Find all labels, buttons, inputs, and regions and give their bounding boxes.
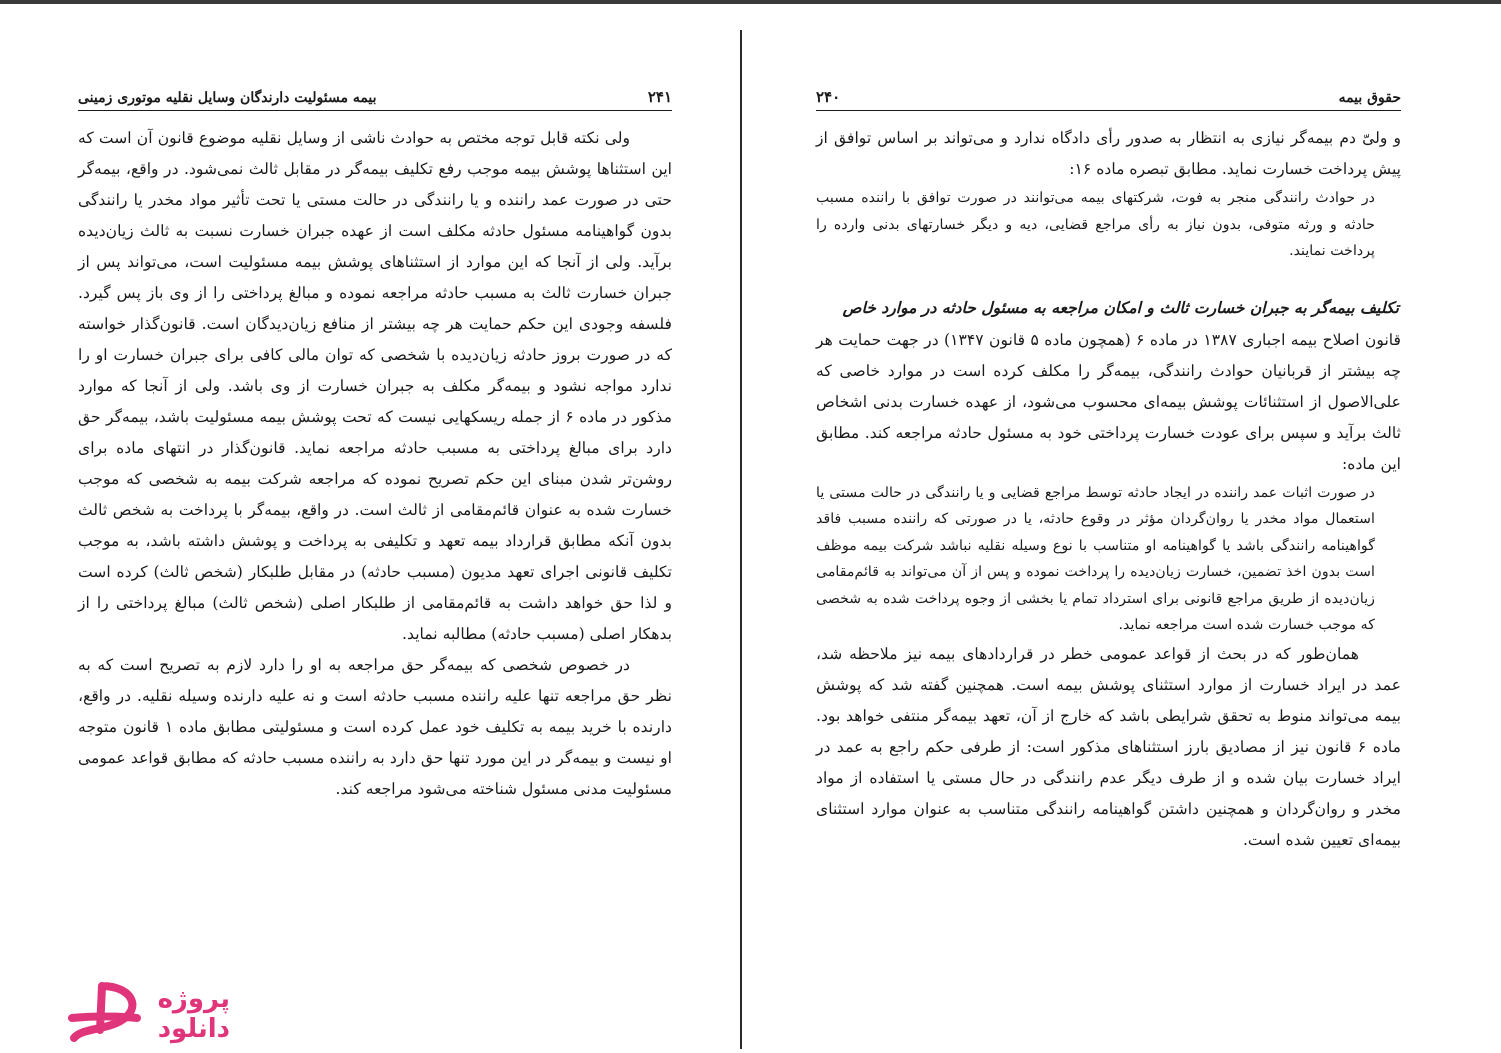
watermark-line-1: پروژه (157, 984, 230, 1014)
quoted-law-text: در حوادث رانندگی منجر به فوت، شرکتهای بیمه می‌توانند در صورت توافق با راننده مسبب حادثه و ورثه متوفی، بدون نیاز به رأی مراجع قضایی، دیه و دیگر خسارتهای بدنی وارده را پرداخت نمایند. (816, 190, 1375, 259)
page-number: ۲۴۰ (816, 88, 841, 106)
page-number: ۲۴۱ (647, 88, 672, 106)
paragraph: ولی نکته قابل توجه مختص به حوادث ناشی از وسایل نقلیه موضوع قانون آن است که این استثناها پوشش بیمه موجب رفع تکلیف بیمه‌گر در مقابل ثالث نمی‌شود. در واقع، بیمه‌گر حتی در صورت عمد راننده و یا رانندگی در حالت مستی یا تحت تأثیر مواد مخدر یا رانندگی بدون گواهینامه مسئول حادثه مکلف است از عهده جبران خسارت نسبت به ثالث زیان‌دیده برآید. ولی از آنجا که این موارد از استثناهای پوشش بیمه مسئولیت است، می‌تواند پس از جبران خسارت ثالث به مسبب حادثه مراجعه نموده و مبالغ پرداختی را از وی باز پس گیرد. فلسفه وجودی این حکم حمایت هر چه بیشتر از منافع زیان‌دیدگان است. قانون‌گذار خواسته که در صورت بروز حادثه زیان‌دیده با شخصی که توان مالی کافی برای جبران خسارت او را ندارد مواجه نشود و بیمه‌گر مکلف به جبران خسارت از وی باشد. ولی از آنجا که موارد مذکور در ماده ۶ از جمله ریسکهایی نیست که تحت پوشش بیمه مسئولیت باشد، بیمه‌گر حق دارد برای مبالغ پرداختی به مسبب حادثه مراجعه نماید. قانون‌گذار در انتهای ماده برای روشن‌تر شدن مبنای این حکم تصریح نموده که مراجعه شرکت بیمه به شخصی که موجب خسارت شده به عنوان قائم‌مقامی از ثالث است. در واقع، بیمه‌گر با پرداخت به شخص ثالث بدون آنکه مطابق قرارداد بیمه تعهد و تکلیفی به پرداخت و پوشش داشته باشد، به موجب تکلیف قانونی اجرای تعهد مدیون (مسبب حادثه) در مقابل طلبکار (شخص ثالث) کرده است و لذا حق خواهد داشت به قائم‌مقامی از طلبکار اصلی (شخص ثالث) مبالغ پرداختی را از بدهکار اصلی (مسبب حادثه) مطالبه نماید. (78, 129, 672, 643)
top-border (0, 0, 1501, 4)
watermark-text (158, 984, 230, 1044)
quoted-law-text: در صورت اثبات عمد راننده در ایجاد حادثه توسط مراجع قضایی و یا رانندگی در حالت مستی یا استعمال مواد مخدر یا روان‌گردان مؤثر در وقوع حادثه، یا در صورتی که راننده مسبب فاقد گواهینامه رانندگی باشد یا گواهینامه او متناسب با نوع وسیله نقلیه نباشد شرکت بیمه موظف است بدون اخذ تضمین، خسارت زیان‌دیده را پرداخت نموده و پس از آن می‌تواند به قائم‌مقامی زیان‌دیده از طریق مراجع قانونی برای استرداد تمام یا بخشی از وجوه پرداخت شده به شخصی که موجب خسارت شده است مراجعه نماید. (816, 484, 1375, 633)
book-spine-divider (740, 30, 742, 1049)
watermark-logo (62, 978, 242, 1049)
paragraph: در خصوص شخصی که بیمه‌گر حق مراجعه به او را دارد لازم به تصریح است که به نظر حق مراجعه تنها علیه راننده مسبب حادثه است و نه علیه دارنده وسیله نقلیه. در واقع، دارنده با خرید بیمه به تکلیف خود عمل کرده است و مسئولیتی مطابق ماده ۱ قانون متوجه او نیست و بیمه‌گر در این مورد تنها حق دارد به راننده مسبب حادثه که مطابق قواعد عمومی مسئولیت مدنی مسئول شناخته می‌شود مراجعه کند. (78, 656, 672, 798)
running-head-title: حقوق بیمه (1338, 90, 1401, 106)
paragraph: همان‌طور که در بحث از قواعد عمومی خطر در قراردادهای بیمه نیز ملاحظه شد، عمد در ایراد خسارت از موارد استثنای پوشش بیمه است. همچنین گفته شد که پوشش بیمه می‌تواند منوط به تحقق شرایطی باشد که خارج از آن، تعهد بیمه‌گر منتفی خواهد بود. ماده ۶ قانون نیز از مصادیق بارز استثناهای مذکور است: از طرفی حکم راجع به عمد در ایراد خسارت بیان شده و از طرف دیگر عدم رانندگی در حال مستی یا استفاده از مواد مخدر و روان‌گردان و همچنین داشتن گواهینامه رانندگی متناسب به عنوان موارد استثنای بیمه‌ای تعیین شده است. (816, 644, 1401, 849)
running-head-240 (816, 88, 1401, 111)
section-heading: تکلیف بیمه‌گر به جبران خسارت ثالث و امکان مراجعه به مسئول حادثه در موارد خاص (842, 297, 1399, 317)
page-240 (816, 88, 1401, 856)
watermark-line-2: دانلود (157, 1014, 230, 1044)
running-head-title: بیمه مسئولیت دارندگان وسایل نقلیه موتوری زمینی (78, 90, 377, 106)
paragraph: و ولیّ دم بیمه‌گر نیازی به انتظار به صدور رأی دادگاه ندارد و می‌تواند بر اساس توافق از پیش پرداخت خسارت نماید. مطابق تبصره ماده ۱۶: (816, 129, 1401, 178)
running-head-241 (78, 88, 672, 111)
page-241 (78, 88, 672, 805)
paragraph: قانون اصلاح بیمه اجباری ۱۳۸۷ در ماده ۶ (همچون ماده ۵ قانون ۱۳۴۷) در جهت حمایت هر چه بیشتر از قربانیان حوادث رانندگی، بیمه‌گر را مکلف کرده است در موارد خاصی که علی‌الاصول از استثنائات پوشش بیمه‌ای محسوب می‌شود، از عهده خسارت بدنی اشخاص ثالث برآید و سپس برای عودت خسارت پرداختی خود به مسئول حادثه مراجعه کند. مطابق این ماده: (816, 330, 1401, 473)
